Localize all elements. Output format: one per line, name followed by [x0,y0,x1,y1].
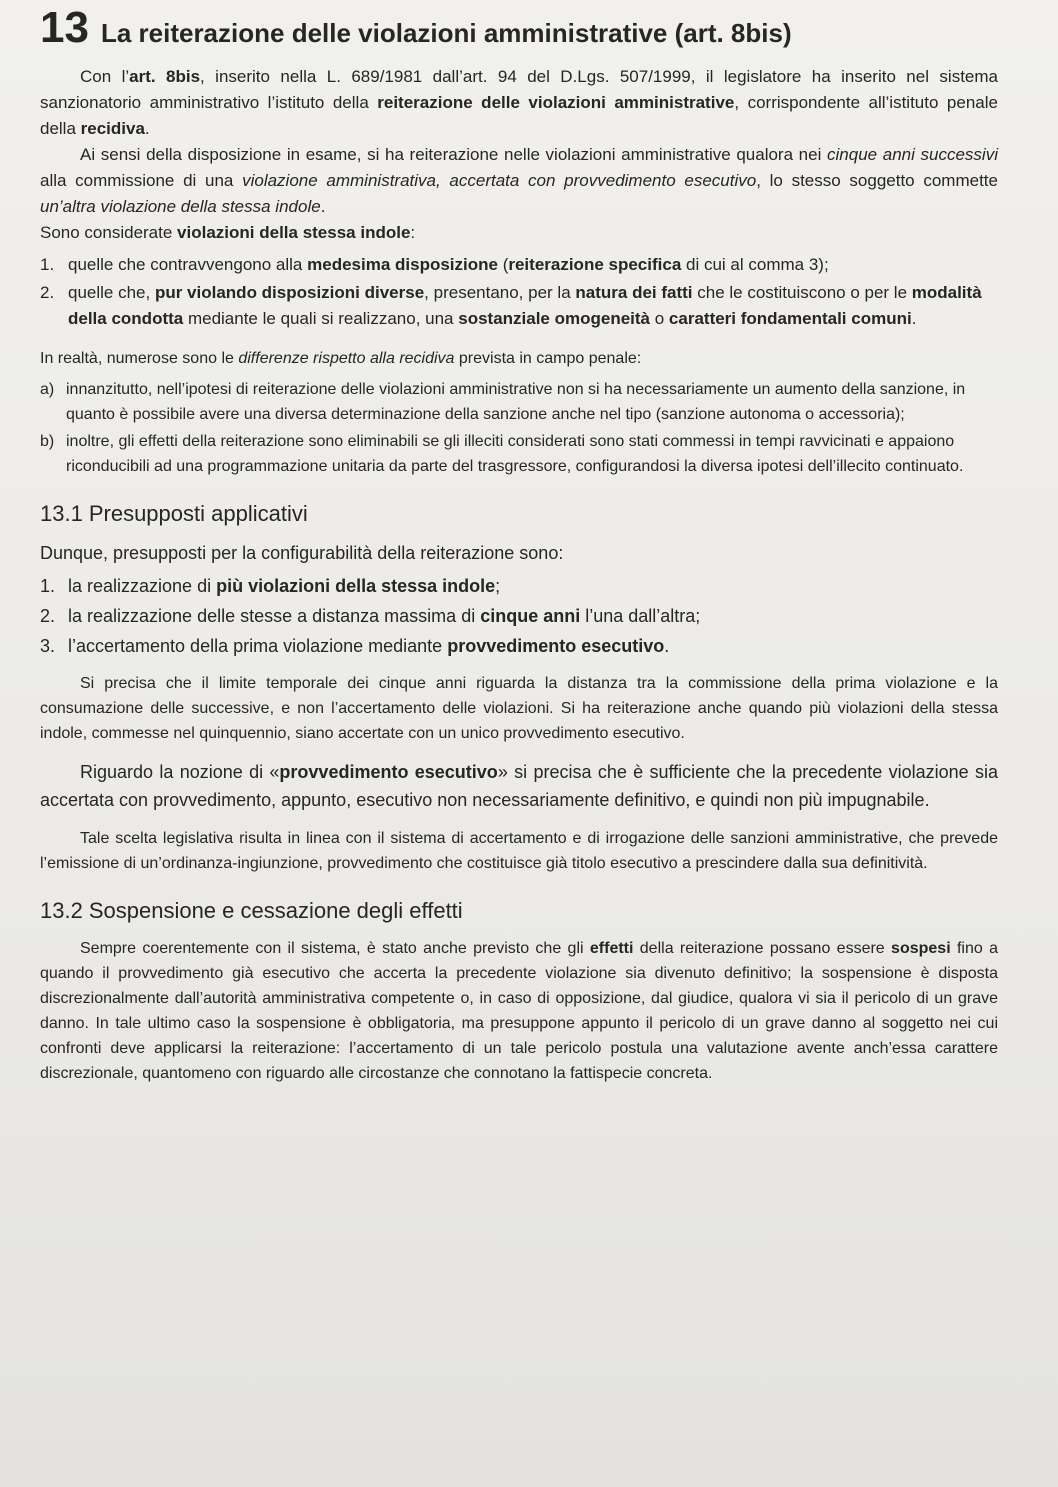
list-item: 2. quelle che, pur violando disposizioni diverse, presentano, per la natura dei fatti che le costituiscono o per le modalità della condotta mediante le quali si realizzano, una sostanziale omogeneità o caratteri fondamentali comuni. [40,283,982,328]
chapter-number: 13 [40,3,89,52]
list-item: b) inoltre, gli effetti della reiterazione sono eliminabili se gli illeciti considerati sono stati commessi in tempi ravvicinati e appaiono riconducibili ad una programmazione unitaria da parte del trasgressore, configurandosi la diversa ipotesi dell’illecito continuato. [40,433,964,475]
intro-paragraph-1: Con l’art. 8bis, inserito nella L. 689/1981 dall’art. 94 del D.Lgs. 507/1999, il legislatore ha inserito nel sistema sanzionatorio amministrativo l’istituto della reiterazione delle violazioni amministrative, corrispondente all’istituto penale della recidiva. [40,67,998,138]
section1-lead: Dunque, presupposti per la configurabilità della reiterazione sono: [40,543,564,563]
section2-paragraph: Sempre coerentemente con il sistema, è stato anche previsto che gli effetti della reiterazione possano essere sospesi fino a quando il provvedimento già esecutivo che accerta la precedente violazione sia divenuto definitivo; la sospensione è disposta discrezionalmente dall’autorità amministrativa competente o, in caso di opposizione, dal giudice, qualora vi sia il pericolo di un grave danno. In tale ultimo caso la sospensione è obbligatoria, ma presuppone appunto il pericolo di un grave danno al soggetto nei cui confronti deve applicarsi la reiterazione: l’accertamento di un tale pericolo postula una valutazione avente anch’essa carattere discrezionale, quantomeno con riguardo alle circostanze che connotano la fattispecie concreta. [40,940,998,1082]
intro-paragraph-3: Sono considerate violazioni della stessa indole: [40,223,416,242]
indole-list [40,252,998,332]
differences-lead: In realtà, numerose sono le differenze rispetto alla recidiva prevista in campo penale: [40,350,642,367]
intro-paragraph-2: Ai sensi della disposizione in esame, si ha reiterazione nelle violazioni amministrative qualora nei cinque anni successivi alla commissione di una violazione amministrativa, accertata con provvedimento esecutivo, lo stesso soggetto commette un’altra violazione della stessa indole. [40,145,998,216]
section-heading-13-2: 13.2 Sospensione e cessazione degli effetti [40,898,463,923]
section1-paragraph-2: Riguardo la nozione di «provvedimento esecutivo» si precisa che è sufficiente che la precedente violazione sia accertata con provvedimento, appunto, esecutivo non necessariamente definitivo, e quindi non più impugnabile. [40,762,998,810]
chapter-heading [40,3,998,52]
list-item: 1. la realizzazione di più violazioni della stessa indole; [40,576,501,596]
list-item: 3. l’accertamento della prima violazione mediante provvedimento esecutivo. [40,636,670,656]
differences-list [40,377,998,479]
section1-paragraph-3: Tale scelta legislativa risulta in linea con il sistema di accertamento e di irrogazione delle sanzioni amministrative, che prevede l’emissione di un’ordinanza-ingiunzione, provvedimento che costituisce già titolo esecutivo a prescindere dalla sua definitività. [40,830,998,872]
section1-paragraph-1: Si precisa che il limite temporale dei cinque anni riguarda la distanza tra la commissione della prima violazione e la consumazione delle successive, e non l’accertamento delle violazioni. Si ha reiterazione anche quando più violazioni della stessa indole, commesse nel quinquennio, siano accertate con un unico provvedimento esecutivo. [40,675,998,742]
list-item: 1. quelle che contravvengono alla medesima disposizione (reiterazione specifica di cui al comma 3); [40,255,829,274]
list-item: a) innanzitutto, nell’ipotesi di reiterazione delle violazioni amministrative non si ha necessariamente un aumento della sanzione, in quanto è possibile avere una diversa determinazione della sanzione anche nel tipo (sanzione autonoma o accessoria); [40,381,966,423]
section-heading-13-1: 13.1 Presupposti applicativi [40,501,308,526]
chapter-title: La reiterazione delle violazioni amministrative (art. 8bis) [100,18,792,48]
list-item: 2. la realizzazione delle stesse a distanza massima di cinque anni l’una dall’altra; [40,606,701,626]
requirements-list [40,571,998,661]
